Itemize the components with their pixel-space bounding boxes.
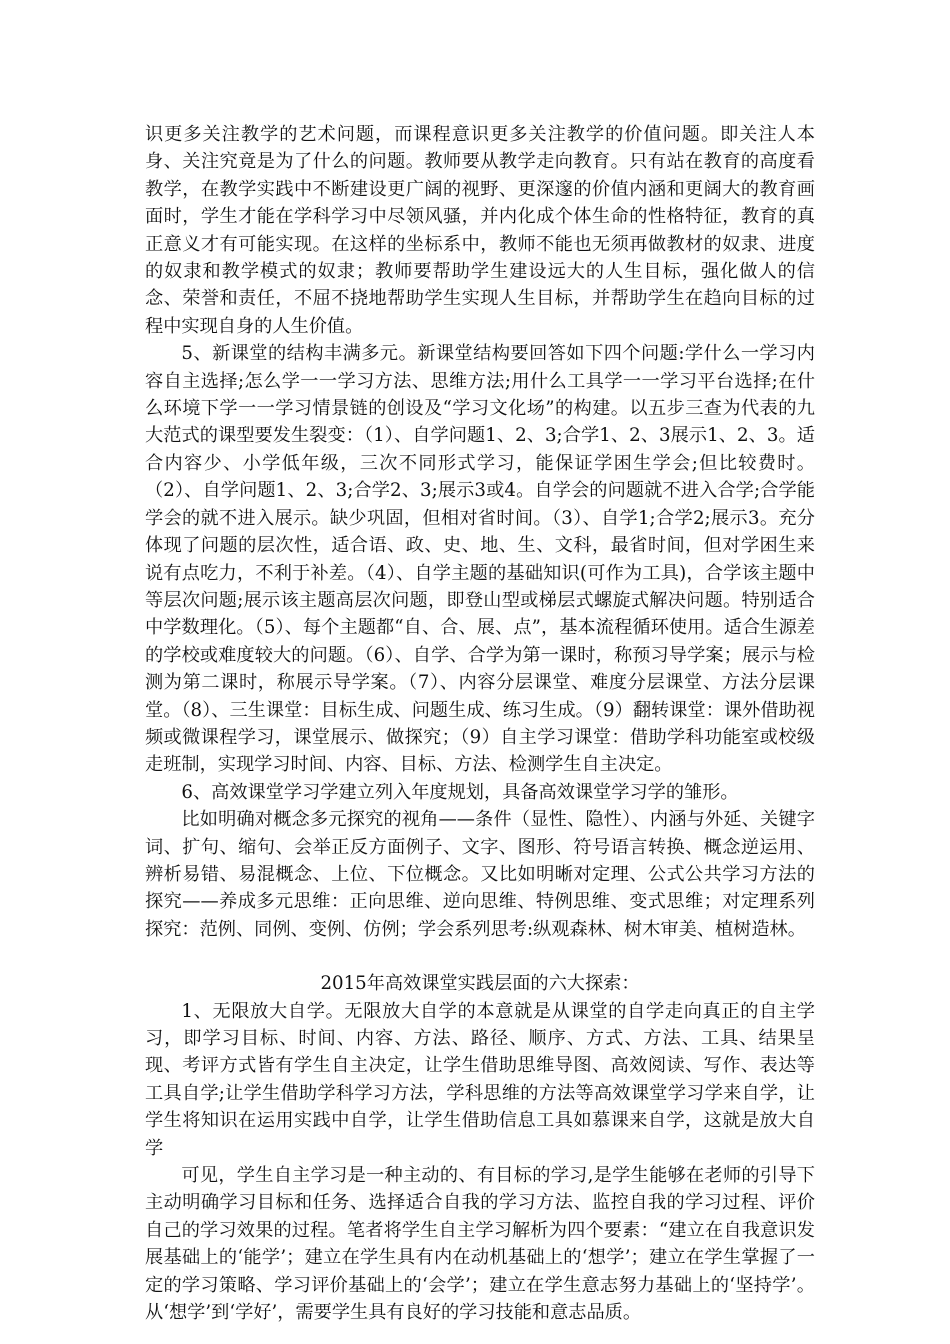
paragraph-item-5: 5、新课堂的结构丰满多元。新课堂结构要回答如下四个问题:学什么一学习内容自主选择;怎么学一一学习方法、思维方法;用什么工具学一一学习平台选择;在什么环境下学一一学习情景链的创设及“学习文化场”的构建。以五步三查为代表的九大范式的课型要发生裂变：（1）、自学问题1、2、3;合学1、2、3展示1、2、3。适合内容少、小学低年级，三次不同形式学习，能保证学困生学会;但比较费时。（2）、自学问题1、2、3;合学2、3;展示3或4。自学会的问题就不进入合学;合学能学会的就不进入展示。缺少巩固，但相对省时间。（3）、自学1;合学2;展示3。充分体现了问题的层次性，适合语、政、史、地、生、文科，最省时间，但对学困生来说有点吃力，不利于补差。（4）、自学主题的基础知识(可作为工具)，合学该主题中等层次问题;展示该主题高层次问题，即登山型或梯层式螺旋式解决问题。特别适合中学数理化。（5）、每个主题都“自、合、展、点”，基本流程循环使用。适合生源差的学校或难度较大的问题。（6）、自学、合学为第一课时，称预习导学案；展示与检测为第二课时，称展示导学案。（7）、内容分层课堂、难度分层课堂、方法分层课堂。（8）、三生课堂：目标生成、问题生成、练习生成。（9）翻转课堂：课外借助视频或微课程学习，课堂展示、做探究；（9）自主学习课堂：借助学科功能室或校级走班制，实现学习时间、内容、目标、方法、检测学生自主决定。 xyxy=(145,343,815,776)
paragraph-item-6: 6、高效课堂学习学建立列入年度规划，具备高效课堂学习学的雏形。 xyxy=(181,781,739,803)
section-heading: 2015年高效课堂实践层面的六大探索： xyxy=(320,973,640,995)
paragraph-conclusion: 可见，学生自主学习是一种主动的、有目标的学习,是学生能够在老师的引导下主动明确学习目标和任务、选择适合自我的学习方法、监控自我的学习过程、评价自己的学习效果的过程。笔者将学生自主学习解析为四个要素：“建立在自我意识发展基础上的‘能学’；建立在学生具有内在动机基础上的‘想学’；建立在学生掌握了一定的学习策略、学习评价基础上的‘会学’；建立在学生意志努力基础上的‘坚持学’。从‘想学’到‘学好’，需要学生具有良好的学习技能和意志品质。 xyxy=(145,1165,815,1324)
paragraph-exploration-1: 1、无限放大自学。无限放大自学的本意就是从课堂的自学走向真正的自主学习，即学习目标、时间、内容、方法、路径、顺序、方式、方法、工具、结果呈现、考评方式皆有学生自主决定，让学生借助思维导图、高效阅读、写作、表达等工具自学;让学生借助学科学习方法，学科思维的方法等高效课堂学习学来自学，让学生将知识在运用实践中自学，让学生借助信息工具如慕课来自学，这就是放大自学 xyxy=(145,1000,815,1159)
document-body xyxy=(145,121,815,1326)
paragraph-example: 比如明确对概念多元探究的视角——条件（显性、隐性）、内涵与外延、关键字词、扩句、缩句、会举正反方面例子、文字、图形、符号语言转换、概念逆运用、辨析易错、易混概念、上位、下位概念。又比如明晰对定理、公式公共学习方法的探究——养成多元思维：正向思维、逆向思维、特例思维、变式思维；对定理系列探究：范例、同例、变例、仿例；学会系列思考:纵观森林、树木审美、植树造林。 xyxy=(145,809,815,940)
paragraph-continuation: 识更多关注教学的艺术问题，而课程意识更多关注教学的价值问题。即关注人本身、关注究竟是为了什么的问题。教师要从教学走向教育。只有站在教育的高度看教学，在教学实践中不断建设更广阔的视野、更深邃的价值内涵和更阔大的教育画面时，学生才能在学科学习中尽领风骚，并内化成个体生命的性格特征，教育的真正意义才有可能实现。在这样的坐标系中，教师不能也无须再做教材的奴隶、进度的奴隶和教学模式的奴隶；教师要帮助学生建设远大的人生目标，强化做人的信念、荣誉和责任，不屈不挠地帮助学生实现人生目标，并帮助学生在趋向目标的过程中实现自身的人生价值。 xyxy=(145,124,815,337)
